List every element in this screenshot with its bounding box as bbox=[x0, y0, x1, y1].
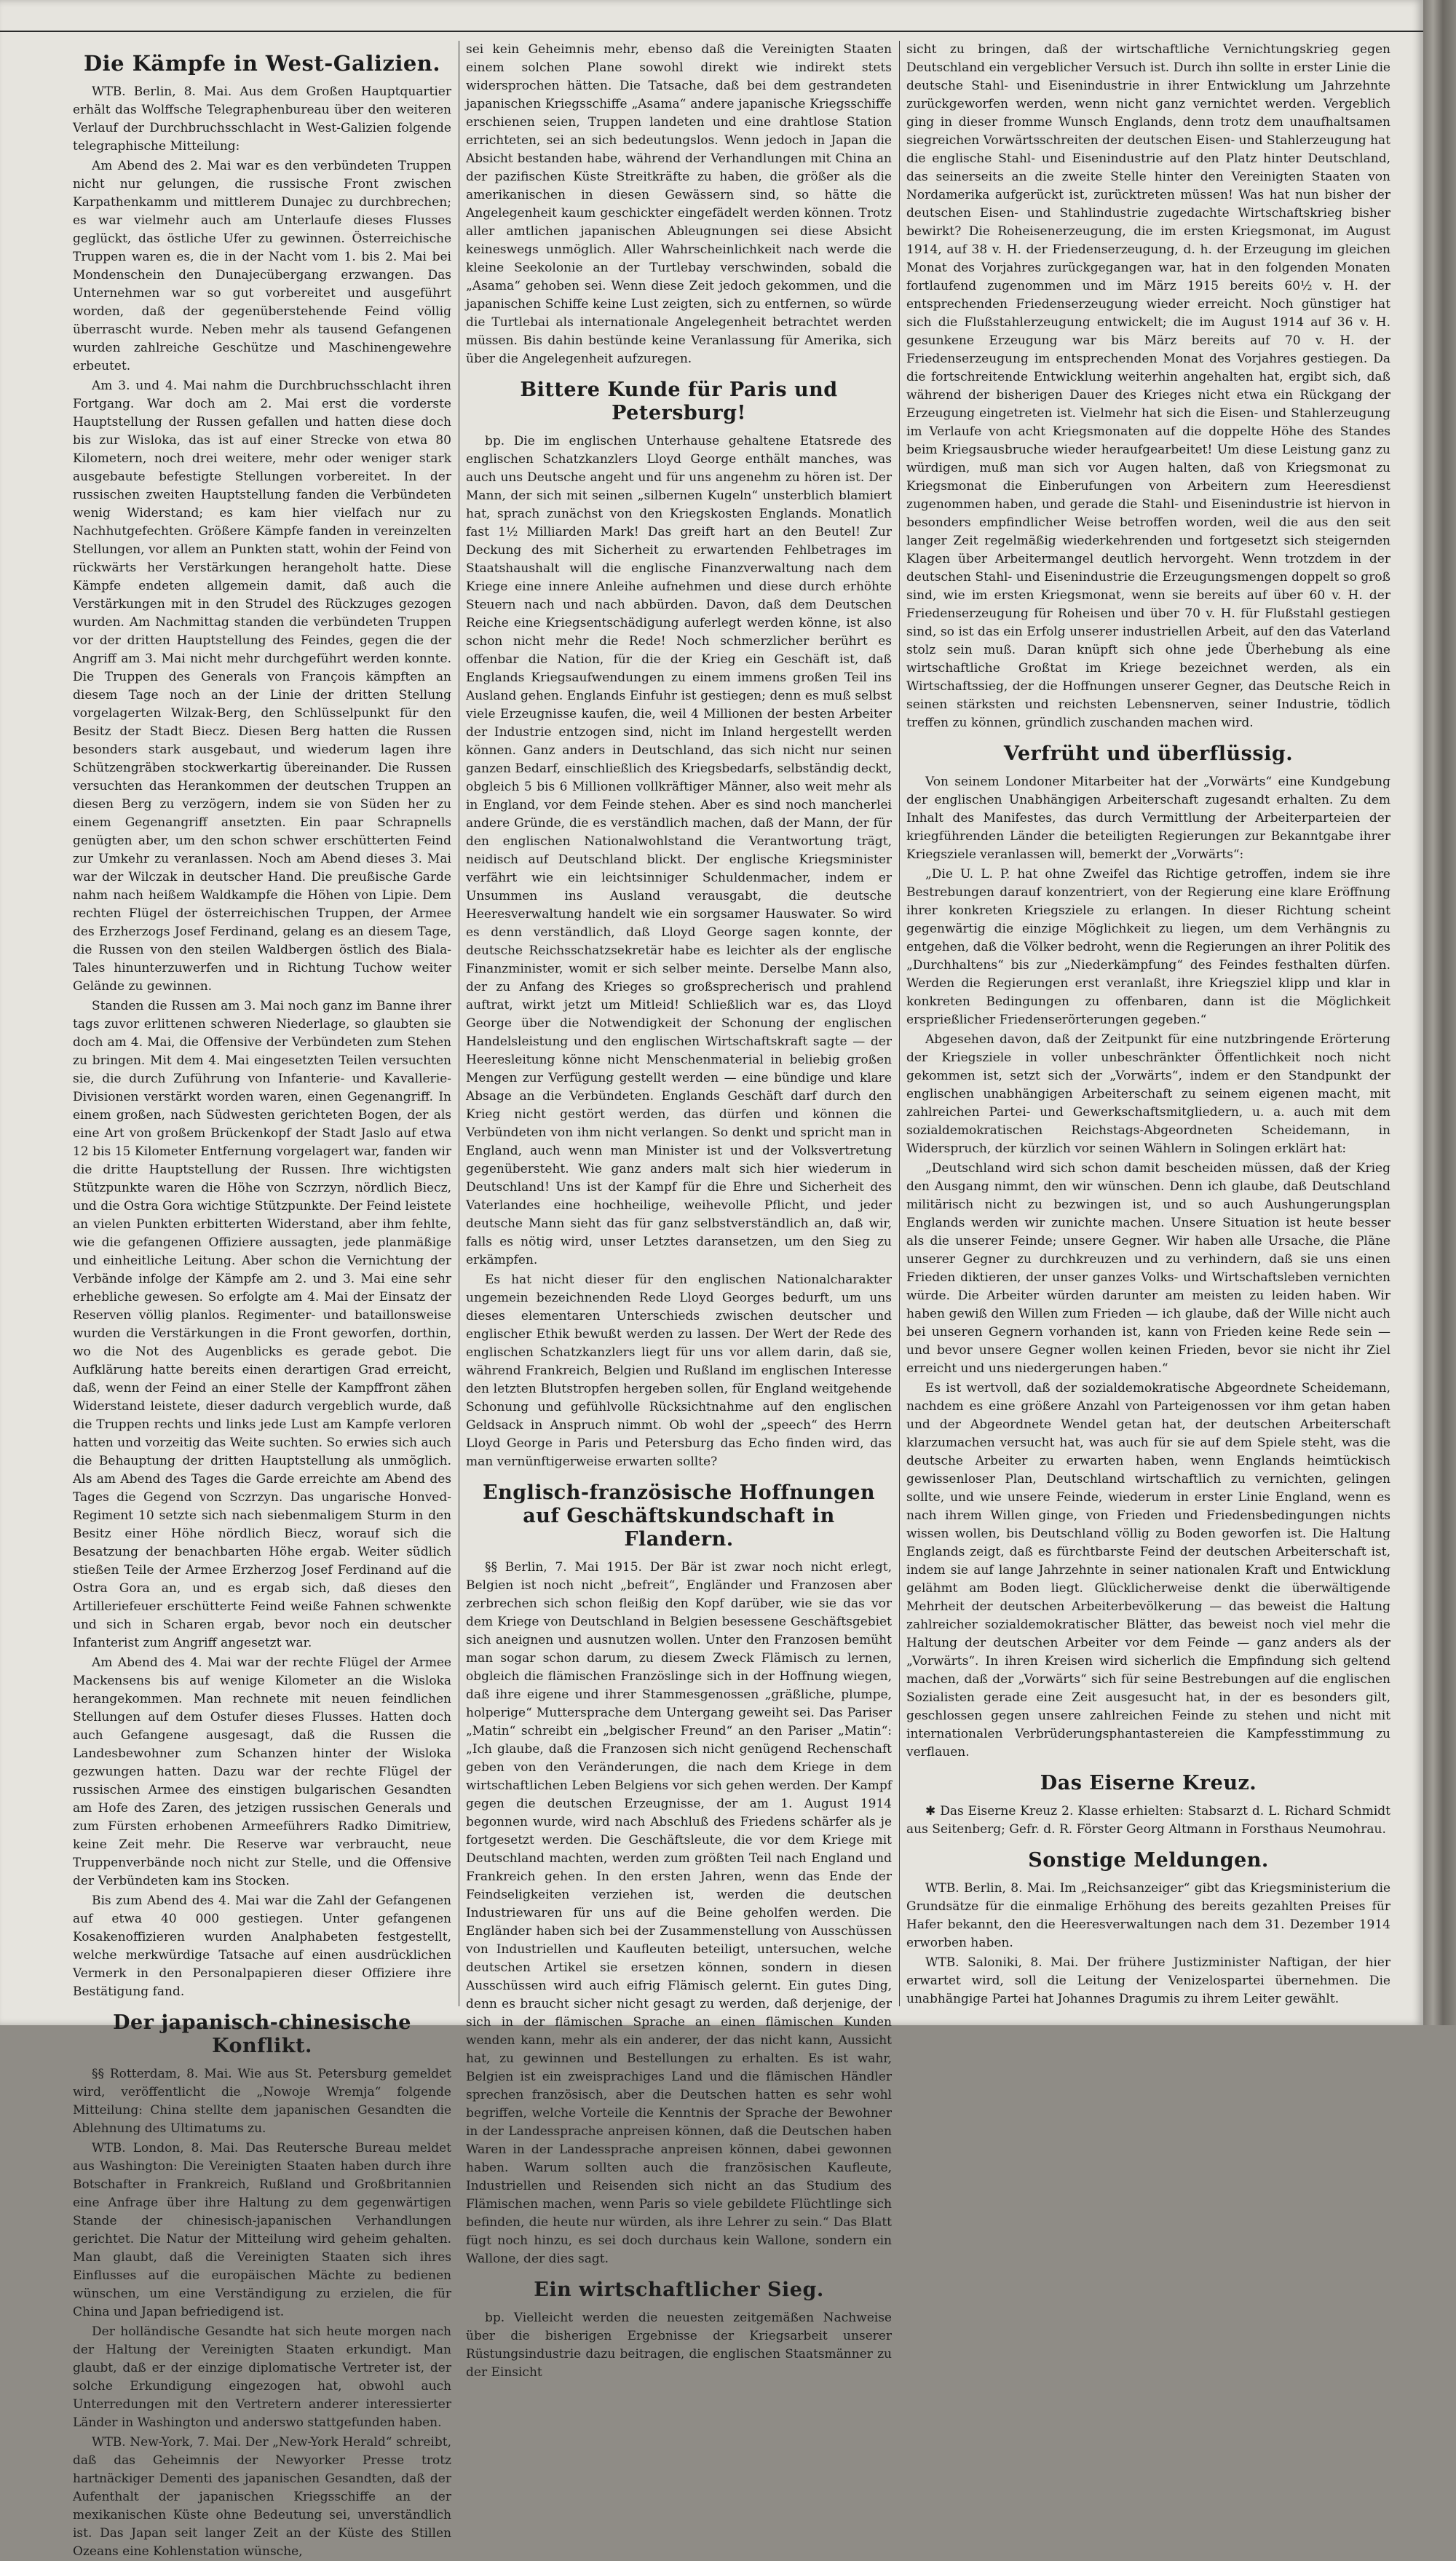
paragraph: WTB. Berlin, 8. Mai. Aus dem Großen Hauptquartier erhält das Wolffsche Telegraphenbureau über den weiteren Verlauf der Durchbruchsschlacht in West-Galizien folgende telegraphische Mitteilung: bbox=[73, 84, 451, 154]
paragraph: bp. Vielleicht werden die neuesten zeitgemäßen Nachweise über die bisherigen Ergebnisse der Kriegsarbeit unserer Rüstungsindustrie dazu beitragen, die englischen Staatsmänner zu der Einsicht bbox=[466, 2311, 892, 2380]
page-top-rule bbox=[0, 0, 1423, 32]
paragraph: Es hat nicht dieser für den englischen Nationalcharakter ungemein bezeichnenden Rede Lloyd Georges bedurft, um uns dieses elementaren Unterschieds zwischen deutscher und englischer Ethik bewußt werden zu lassen. Der Wert der Rede des englischen Schatzkanzlers liegt für uns vor allem darin, daß sie, während Frankreich, Belgien und Rußland im englischen Interesse den letzten Blutstropfen hergeben sollen, für England weitgehende Schonung und gefühlvolle Rücksichtnahme auf den englischen Geldsack in Anspruch nimmt. Ob wohl der „speech“ des Herrn Lloyd George in Paris und Petersburg das Echo finden wird, das man vernünftigerweise erwarten sollte? bbox=[466, 1272, 892, 1469]
headline-wirtschaftlicher-sieg: Ein wirtschaftlicher Sieg. bbox=[534, 2279, 824, 2301]
column-middle bbox=[466, 41, 892, 2380]
headline-eiserne-kreuz: Das Eiserne Kreuz. bbox=[1040, 1772, 1257, 1794]
paragraph: Standen die Russen am 3. Mai noch ganz im Banne ihrer tags zuvor erlittenen schweren Niederlage, so glaubten sie doch am 4. Mai, die Offensive der Verbündeten zum Stehen zu bringen. Mit dem 4. Mai eingesetzten Teilen versuchten sie, die durch Zuführung von Infanterie- und Kavallerie-Divisionen verstärkt worden waren, einen Gegenangriff. In einem großen, nach Südwesten gerichteten Bogen, der als eine Art von großem Brückenkopf der Stadt Jaslo auf etwa 12 bis 15 Kilometer Entfernung vorgelagert war, fanden wir die dritte Hauptstellung der Russen. Ihre wichtigsten Stützpunkte waren die Höhe von Sczrzyn, nördlich Biecz, und die Ostra Gora wichtige Stützpunkte. Der Feind leistete an vielen Punkten erbitterten Widerstand, aber ihm fehlte, wie die gefangenen Offiziere aussagten, jede planmäßige und einheitliche Leitung. Aber schon die Vernichtung der Verbände infolge der Kämpfe am 2. und 3. Mai eine sehr erhebliche gewesen. So erfolgte am 4. Mai der Einsatz der Reserven völlig planlos. Regimenter- und bataillonsweise wurden die Verstärkungen in die Front geworfen, dorthin, wo die Not des Augenblicks es gerade gebot. Die Aufklärung hatte bereits einen derartigen Grad erreicht, daß, wenn der Feind an einer Stelle der Kampffront zähen Widerstand leistete, dieser dadurch vergeblich wurde, daß die Truppen rechts und links jede Lust am Kampfe verloren hatten und vorzeitig das Weite suchten. So erwies sich auch die Behauptung der dritten Hauptstellung als unmöglich. Als am Abend des Tages die Garde erreichte am Abend des Tages die Gegend von Sczrzyn. Das ungarische Honved-Regiment 10 setzte sich nach siebenmaligem Sturm in den Besitz einer Höhe nördlich Biecz, worauf sich die Besatzung der benachbarten Höhe ergab. Weiter südlich stießen Teile der Armee Erzherzog Josef Ferdinand auf die Ostra Gora an, und es ergab sich, daß dieses den Artilleriefeuer erschütterte Feind weiße Fahnen schwenkte und sich in Scharen ergab, bevor noch ein deutscher Infanterist zum Angriff angesetzt war. bbox=[73, 999, 451, 1650]
paragraph: Der holländische Gesandte hat sich heute morgen nach der Haltung der Vereinigten Staaten erkundigt. Man glaubt, daß er der einzige diplomatische Vertreter ist, der solche Erkundigung eingezogen hat, obwohl auch Unterredungen mit den Vertretern anderer interessierter Länder in Washington und anderswo stattgefunden haben. bbox=[73, 2324, 451, 2430]
headline-west-galizien: Die Kämpfe in West-Galizien. bbox=[83, 51, 440, 76]
paragraph: Am Abend des 2. Mai war es den verbündeten Truppen nicht nur gelungen, die russische Front zwischen Karpathenkamm und mittlerem Dunajec zu durchbrechen; es war vielmehr auch am Unterlaufe dieses Flusses geglückt, das östliche Ufer zu gewinnen. Österreichische Truppen waren es, die in der Nacht vom 1. bis 2. Mai bei Mondenschein den Dunajecübergang erzwangen. Das Unternehmen war so gut vorbereitet und ausgeführt worden, daß der gegenüberstehende Feind völlig überrascht wurde. Neben mehr als tausend Gefangenen wurden zahlreiche Geschütze und Maschinengewehre erbeutet. bbox=[73, 159, 451, 373]
paragraph: Von seinem Londoner Mitarbeiter hat der „Vorwärts“ eine Kundgebung der englischen Unabhängigen Arbeiterschaft zugesandt erhalten. Zu dem Inhalt des Manifestes, das durch Vermittlung der Arbeiterparteien der kriegführenden Länder die beteiligten Regierungen zur Bekanntgabe ihrer Kriegsziele veranlassen will, bemerkt der „Vorwärts“: bbox=[906, 775, 1390, 862]
headline-japan-china: Der japanisch-chinesische Konflikt. bbox=[113, 2011, 411, 2057]
column-right bbox=[906, 41, 1390, 2014]
paragraph: Abgesehen davon, daß der Zeitpunkt für eine nutzbringende Erörterung der Kriegsziele in voller unbeschränkter Öffentlichkeit noch nicht gekommen ist, setzt sich der „Vorwärts“, indem er den Standpunkt der englischen unabhängigen Arbeiterschaft zu seinem eigenen macht, mit zahlreichen Partei- und Gewerkschaftsmitgliedern, u. a. auch mit dem sozialdemokratischen Reichstags-Abgeordneten Scheidemann, in Widerspruch, der kürzlich vor seinen Wählern in Solingen erklärt hat: bbox=[906, 1032, 1390, 1156]
paragraph: sicht zu bringen, daß der wirtschaftliche Vernichtungskrieg gegen Deutschland ein vergeblicher Versuch ist. Durch ihn sollte in erster Linie die deutsche Stahl- und Eisenindustrie in ihrer Entwicklung um Jahrzehnte zurückgeworfen werden, wenn nicht ganz vernichtet werden. Vergeblich ging in dieser fromme Wunsch Englands, denn trotz dem unaufhaltsamen siegreichen Vorwärtsschreiten der deutschen Eisen- und Stahlerzeugung hat die englische Stahl- und Eisenindustrie auf den Platz hinter Deutschland, das seinerseits an die zweite Stelle hinter den Vereinigten Staaten von Nordamerika aufgerückt ist, zurücktreten müssen! Was hat nun bisher der deutschen Eisen- und Stahlindustrie zugedachte Wirtschaftskrieg bisher bewirkt? Die Roheisenerzeugung, die im ersten Kriegsmonat, im August 1914, auf 38 v. H. der Friedenserzeugung, d. h. der Erzeugung im gleichen Monat des Vorjahres zurückgegangen war, hat in den folgenden Monaten fortlaufend zugenommen und im März 1915 bereits 60½ v. H. der entsprechenden Friedenserzeugung wieder erreicht. Noch günstiger hat sich die Flußstahlerzeugung entwickelt; die im August 1914 auf 36 v. H. gesunkene Erzeugung war bis März bereits auf 70 v. H. der Friedenserzeugung im entsprechenden Monat des Vorjahres gestiegen. Da die fortschreitende Entwicklung weiterhin angehalten hat, ergibt sich, daß während der bisherigen Dauer des Krieges nicht etwa ein Rückgang der Erzeugung eingetreten ist. Vielmehr hat sich die Eisen- und Stahlerzeugung im Verlaufe von acht Kriegsmonaten auf die doppelte Höhe des Standes beim Kriegsausbruche wieder heraufgearbeitet! Um diese Leistung ganz zu würdigen, muß man sich vor Augen halten, daß von Kriegsmonat zu Kriegsmonat die Einberufungen von Arbeitern zum Heeresdienst zugenommen haben, und gerade die Stahl- und Eisenindustrie ist hiervon in besonders empfindlicher Weise betroffen worden, weil die aus den seit langer Zeit regelmäßig wiederkehrenden und fortgesetzt sich steigernden Klagen über Arbeitermangel deutlich hervorgeht. Wenn trotzdem in der deutschen Stahl- und Eisenindustrie die Erzeugungsmengen doppelt so groß sind, wie im ersten Kriegsmonat, wenn sie bereits auf über 60 v. H. der Friedenserzeugung für Roheisen und über 70 v. H. für Flußstahl gestiegen sind, so ist das ein Erfolg unserer industriellen Arbeit, auf den das Vaterland stolz sein muß. Daran knüpft sich ohne jede Überhebung als eine wirtschaftliche Großtat im Kriege bezeichnet werden, als ein Wirtschaftssieg, der die Hoffnungen unserer Gegner, das Deutsche Reich in seinen stärksten und reichsten Lebensnerven, seiner Industrie, tödlich treffen zu können, gründlich zuschanden machen wird. bbox=[906, 42, 1390, 730]
paragraph: „Die U. L. P. hat ohne Zweifel das Richtige getroffen, indem sie ihre Bestrebungen darauf konzentriert, von der Regierung eine klare Eröffnung ihrer konkreten Kriegsziele zu erlangen. In dieser Richtung scheint gegenwärtig die einzige Möglichkeit zu liegen, um dem Verhängnis zu entgehen, daß die Völker bedroht, wenn die Regierungen an ihrer Politik des „Durchhaltens“ bis zur „Niederkämpfung“ des Feindes festhalten dürfen. Werden die Regierungen erst veranlaßt, ihre Kriegsziel klipp und klar in konkreten Bedingungen zu offenbaren, dann ist die Möglichkeit ersprießlicher Friedenserörterungen gegeben.“ bbox=[906, 867, 1390, 1027]
paragraph: Bis zum Abend des 4. Mai war die Zahl der Gefangenen auf etwa 40 000 gestiegen. Unter gefangenen Kosakenoffizieren wurden Analphabeten festgestellt, welche merkwürdige Tatsache auf einen ausdrücklichen Vermerk in den Personalpapieren dieser Offiziere ihre Bestätigung fand. bbox=[73, 1893, 451, 1999]
paragraph: §§ Berlin, 7. Mai 1915. Der Bär ist zwar noch nicht erlegt, Belgien ist noch nicht „befreit“, Engländer und Franzosen aber zerbrechen sich schon fleißig den Kopf darüber, wie sie das vor dem Kriege von Deutschland in Belgien besessene Geschäftsgebiet sich aneignen und ausnutzen wollen. Unter den Franzosen bemüht man sogar schon darum, zu diesem Zweck Flämisch zu lernen, obgleich die flämischen Französlinge sich in der Hoffnung wiegen, daß ihre eigene und ihrer Stammesgenossen „gräßliche, plumpe, holperige“ Muttersprache dem Untergang geweiht sei. Das Pariser „Matin“ schreibt ein „belgischer Freund“ an den Pariser „Matin“: „Ich glaube, daß die Franzosen sich nicht genügend Rechenschaft geben von den Veränderungen, die nach dem Kriege in dem wirtschaftlichen Leben Belgiens vor sich gehen werden. Der Kampf gegen die deutschen Erzeugnisse, der am 1. August 1914 begonnen wurde, wird nach Abschluß des Friedens schärfer als je fortgesetzt werden. Die Geschäftsleute, die vor dem Kriege mit Deutschland machten, werden zum größten Teil nach England und Frankreich gehen. In den ersten Jahren, wenn das Ende der Feindseligkeiten verziehen ist, werden die deutschen Industriewaren für uns auf die Beine geholfen werden. Die Engländer haben sich bei der Zusammenstellung von Ausschüssen von Industriellen und Kaufleuten beteiligt, untersuchen, welche deutschen Artikel sie ersetzen können, sondern in diesen Ausschüssen wird auch eifrig Flämisch gelernt. Ein gutes Ding, denn es braucht sicher nicht gesagt zu werden, daß derjenige, der sich in der flämischen Sprache an einen flämischen Kunden wenden kann, mehr als ein anderer, der das nicht kann, Aussicht hat, zu gewinnen und Bestellungen zu erhalten. Es ist wahr, Belgien ist ein zweisprachiges Land und die flämischen Händler sprechen französisch, aber die Deutschen hatten es sehr wohl begriffen, welche Vorteile die Kenntnis der Sprache der Bewohner in der Landessprache anpreisen können, daß die Deutschen haben Waren in der Landessprache anpreisen können, dabei gewonnen haben. Warum sollten auch die französischen Kaufleute, Industriellen und Reisenden sich nicht an das Studium des Flämischen machen, wenn Paris so viele gebildete Flüchtlinge sich befinden, die heute nur würden, als ihre Lehrer zu sein.“ Das Blatt fügt noch hinzu, es sei doch durchaus kein Wallone, sondern ein Wallone, der dies sagt. bbox=[466, 1560, 892, 2266]
paragraph: WTB. New-York, 7. Mai. Der „New-York Herald“ schreibt, daß das Geheimnis der Newyorker Presse trotz hartnäckiger Dementi des japanischen Gesandten, daß der Aufenthalt der japanischen Kriegsschiffe an der mexikanischen Küste ohne Bedeutung sei, unverständlich ist. Das Japan seit langer Zeit an der Küste des Stillen Ozeans eine Kohlenstation wünsche, bbox=[73, 2435, 451, 2559]
headline-sonstige-meldungen: Sonstige Meldungen. bbox=[1028, 1849, 1269, 1872]
paragraph: §§ Rotterdam, 8. Mai. Wie aus St. Petersburg gemeldet wird, veröffentlicht die „Nowoje Wremja“ folgende Mitteilung: China stellte dem japanischen Gesandten die Ablehnung des Ultimatums zu. bbox=[73, 2067, 451, 2136]
paragraph: WTB. Saloniki, 8. Mai. Der frühere Justizminister Naftigan, der hier erwartet wird, soll die Leitung der Venizelospartei übernehmen. Die unabhängige Partei hat Johannes Dragumis zu ihrem Leiter gewählt. bbox=[906, 1955, 1390, 2006]
paragraph: Es ist wertvoll, daß der sozialdemokratische Abgeordnete Scheidemann, nachdem es eine größere Anzahl von Parteigenossen vor ihm getan haben und der Abgeordnete Wendel getan hat, der deutschen Arbeiterschaft klarzumachen versucht hat, was auch für sie auf dem Spiele steht, was die deutsche Arbeiter zu erwarten haben, wenn Englands heimtückisch gewissenloser Plan, Deutschland wirtschaftlich zu vernichten, gelingen sollte, und wie unsere Feinde, wiederum in erster Linie England, wenn es nach ihrem Willen ginge, von Frieden und Friedensbedingungen nichts wissen wollen, bis Deutschland völlig zu Boden geworfen ist. Die Haltung Englands zeigt, daß es fürchtbarste Feind der deutschen Arbeiterschaft ist, indem sie auf lange Jahrzehnte in seiner nationalen Kraft und Entwicklung gelähmt am Boden liegt. Glücklicherweise denkt die überwältigende Mehrheit der deutschen Arbeiterbevölkerung — das beweist die Haltung zahlreicher sozialdemokratischer Blätter, das beweist noch viel mehr die Haltung der deutschen Arbeiter vor dem Feinde — ganz anders als der „Vorwärts“. In ihren Kreisen wird sicherlich die Empfindung sich geltend machen, daß der „Vorwärts“ sich für seine Bestrebungen auf die englischen Sozialisten gerade eine Zeit ausgesucht hat, in der es besonders gilt, geschlossen gegen unsere zahlreichen Feinde zu stehen und nicht mit internationalen Verbrüderungsphantastereien die Kampfesstimmung zu verflauen. bbox=[906, 1381, 1390, 1760]
column-left bbox=[73, 41, 451, 2559]
paragraph: ✱ Das Eiserne Kreuz 2. Klasse erhielten: Stabsarzt d. L. Richard Schmidt aus Seitenberg; Gefr. d. R. Förster Georg Altmann in Forsthaus Neumohrau. bbox=[906, 1804, 1390, 1837]
headline-flandern: Englisch-französische Hoffnungen auf Geschäftskundschaft in Flandern. bbox=[482, 1481, 876, 1551]
page-binding-edge bbox=[1423, 0, 1456, 2025]
paragraph: Am 3. und 4. Mai nahm die Durchbruchsschlacht ihren Fortgang. War doch am 2. Mai erst die vorderste Hauptstellung der Russen gefallen und hatten diese doch bis zur Wisloka, das ist auf einer Strecke von etwa 80 Kilometern, noch drei weitere, mehr oder weniger stark ausgebaute befestigte Stellungen vorbereitet. In der russischen zweiten Hauptstellung fanden die Verbündeten wenig Widerstand; es kam hier vielfach nur zu Nachhutgefechten. Größere Kämpfe fanden in vereinzelten Stellungen, vor allem an Punkten statt, wohin der Feind von rückwärts her Verstärkungen herangeholt hatte. Diese Kämpfe endeten allgemein damit, daß auch die Verstärkungen mit in den Strudel des Rückzuges gezogen wurden. Am Nachmittag standen die verbündeten Truppen vor der dritten Hauptstellung des Feindes, gegen die der Angriff am 3. Mai nicht mehr durchgeführt werden konnte. Die Truppen des Generals von François kämpften an diesem Tage noch an der Linie der dritten Stellung vorgelagerten Wilzak-Berg, den Schlüsselpunkt für den Besitz der Stadt Biecz. Diesen Berg hatten die Russen besonders stark ausgebaut, und wiederum lagen ihre Schützengräben stockwerkartig übereinander. Die Russen versuchten das Herankommen der deutschen Truppen an diesen Berg zu verzögern, indem sie von Süden her zu einem Gegenangriff ansetzten. Ein paar Schrapnells genügten aber, um den schon schwer erschütterten Feind zur Umkehr zu veranlassen. Noch am Abend dieses 3. Mai war der Wilczak in deutscher Hand. Die preußische Garde nahm nach heißem Waldkampfe die Höhen von Lipie. Dem rechten Flügel der österreichischen Truppen, der Armee des Erzherzogs Josef Ferdinand, gelang es an diesem Tage, die Russen von den steilen Waldbergen östlich des Biala-Tales hinunterzuwerfen und in Richtung Tuchow weiter Gelände zu gewinnen. bbox=[73, 379, 451, 994]
paragraph: WTB. London, 8. Mai. Das Reutersche Bureau meldet aus Washington: Die Vereinigten Staaten haben durch ihre Botschafter in Frankreich, Rußland und Großbritannien eine Anfrage über ihre Haltung zu dem gegenwärtigen Stande der chinesisch-japanischen Verhandlungen gerichtet. Die Natur der Mitteilung wird geheim gehalten. Man glaubt, daß die Vereinigten Staaten sich ihres Einflusses auf die europäischen Mächte zu bedienen wünschen, um eine Verständigung zu erzielen, die für China und Japan befriedigend ist. bbox=[73, 2141, 451, 2319]
headline-verfrueht: Verfrüht und überflüssig. bbox=[1003, 743, 1294, 765]
paragraph: sei kein Geheimnis mehr, ebenso daß die Vereinigten Staaten einem solchen Plane sowohl direkt wie indirekt stets widersprochen hätten. Die Tatsache, daß bei dem gestrandeten japanischen Kriegsschiffe „Asama“ andere japanische Kriegsschiffe erschienen seien, Truppen landeten und eine drahtlose Station errichteten, sei an sich bedeutungslos. Wenn jedoch in Japan die Absicht bestanden habe, während der Verhandlungen mit China an der pazifischen Küste Streitkräfte zu haben, die größer als die amerikanischen in diesen Gewässern sind, so hätte die Angelegenheit kaum geschickter eingefädelt werden können. Trotz aller amtlichen japanischen Ableugnungen sei diese Absicht keineswegs unmöglich. Aller Wahrscheinlichkeit nach werde die kleine Seekolonie an der Turtlebay verschwinden, sobald die „Asama“ gehoben sei. Wenn diese Zeit jedoch gekommen, und die japanischen Schiffe keine Lust zeigten, sich zu entfernen, so würde die Turtlebai als internationale Angelegenheit betrachtet werden müssen. Bis dahin bestünde keine Veranlassung für Amerika, sich über die Angelegenheit aufzuregen. bbox=[466, 42, 892, 366]
paragraph: Am Abend des 4. Mai war der rechte Flügel der Armee Mackensens bis auf wenige Kilometer an die Wisloka herangekommen. Man rechnete mit neuen feindlichen Stellungen auf dem Ostufer dieses Flusses. Hatten doch auch Gefangene ausgesagt, daß die Russen die Landesbewohner zum Schanzen hinter der Wisloka gezwungen hatten. Dazu war der rechte Flügel der russischen Armee des einstigen bulgarischen Gesandten am Hofe des Zaren, des jetzigen russischen Generals und zum Fürsten erhobenen Armeeführers Radko Dimitriew, keine Zeit mehr. Die Reserve war verbraucht, neue Truppenverbände noch nicht zur Stelle, und die Offensive der Verbündeten kam ins Stocken. bbox=[73, 1655, 451, 1888]
column-divider bbox=[899, 41, 900, 2006]
headline-bittere-kunde: Bittere Kunde für Paris und Petersburg! bbox=[520, 379, 838, 424]
paragraph: „Deutschland wird sich schon damit bescheiden müssen, daß der Krieg den Ausgang nimmt, den wir wünschen. Denn ich glaube, daß Deutschland militärisch nicht zu bezwingen ist, und so auch Aushungerungsplan Englands werden wir zunichte machen. Unsere Situation ist heute besser als die unserer Feinde; unsere Gegner. Wir haben alle Ursache, die Pläne unserer Gegner zu durchkreuzen und zu verhindern, daß sie uns einen Frieden diktieren, der unser ganzes Volks- und Wirtschaftsleben vernichten würde. Die Arbeiter würden darunter am meisten zu leiden haben. Wir haben gewiß den Willen zum Frieden — ich glaube, daß der Wille nicht auch bei unseren Gegnern vorhanden ist, kann von Frieden keine Rede sein — und bevor unsere Gegner wollen keinen Frieden, bevor sie nicht ihr Ziel erreicht und uns niedergerungen haben.“ bbox=[906, 1161, 1390, 1376]
paragraph: WTB. Berlin, 8. Mai. Im „Reichsanzeiger“ gibt das Kriegsministerium die Grundsätze für die einmalige Erhöhung des bereits gezahlten Preises für Hafer bekannt, den die Heeresverwaltungen nach dem 31. Dezember 1914 erworben haben. bbox=[906, 1881, 1390, 1950]
paragraph: bp. Die im englischen Unterhause gehaltene Etatsrede des englischen Schatzkanzlers Lloyd George enthält manches, was auch uns Deutsche angeht und für uns angenehm zu hören ist. Der Mann, der sich mit seinen „silbernen Kugeln“ unsterblich blamiert hat, sprach zunächst von den Kriegskosten Englands. Monatlich fast 1½ Milliarden Mark! Das greift hart an den Beutel! Zur Deckung des mit Sicherheit zu erwartenden Fehlbetrages im Staatshaushalt will die englische Finanzverwaltung nach dem Kriege eine innere Anleihe aufnehmen und diese durch erhöhte Steuern nach und nach abbürden. Davon, daß dem Deutschen Reiche eine Kriegsentschädigung auferlegt werden könne, ist also schon nicht mehr die Rede! Noch schmerzlicher berührt es offenbar die Nation, für die der Krieg ein Geschäft ist, daß Englands Kriegsaufwendungen zu einem immens großen Teil ins Ausland gehen. Englands Einfuhr ist gestiegen; denn es muß selbst viele Erzeugnisse kaufen, die, weil 4 Millionen der besten Arbeiter der Industrie entzogen sind, nicht im Inland hergestellt werden können. Ganz anders in Deutschland, das sich nicht nur seinen ganzen Bedarf, einschließlich des Kriegsbedarfs, selbständig deckt, obgleich 5 bis 6 Millionen vollkräftiger Männer, also weit mehr als in England, vor dem Feinde stehen. Aber es sind noch mancherlei andere Gründe, die es verständlich machen, daß der Mann, der für den englischen Nationalwohlstand die Verantwortung trägt, neidisch auf Deutschland blickt. Der englische Kriegsminister verfährt wie ein leichtsinniger Schuldenmacher, indem er Unsummen ins Ausland verausgabt, die deutsche Heeresverwaltung handelt wie ein sorgsamer Hauswater. So wird es denn verständlich, daß Lloyd George sagen konnte, der deutsche Reichsschatzsekretär habe es leichter als der englische Finanzminister, womit er sich selber meinte. Derselbe Mann also, der zu Anfang des Krieges so großsprecherisch und prahlend auftrat, wirkt jetzt um Mitleid! Schließlich war es, das Lloyd George über die Notwendigkeit der Schonung der englischen Handelsleistung und den englischen Wirtschaftskraft sagte — der Heeresleitung könne nicht Menschenmaterial in beliebig großen Mengen zur Verfügung gestellt werden — eine bündige und klare Absage an die Verbündeten. Englands Geschäft darf durch den Krieg nicht gestört werden, das dürfen und können die Verbündeten von ihm nicht verlangen. So denkt und spricht man in England, auch wenn man Minister ist und der Volksvertretung gegenübersteht. Wie ganz anders malt sich hier wiederum in Deutschland! Uns ist der Kampf für die Ehre und Sicherheit des Vaterlandes eine hochheilige, weihevolle Pflicht, und jeder deutsche Mann sieht das für ganz selbstverständlich an, daß wir, falls es nötig wird, unser Letztes daransetzen, um den Sieg zu erkämpfen. bbox=[466, 434, 892, 1267]
